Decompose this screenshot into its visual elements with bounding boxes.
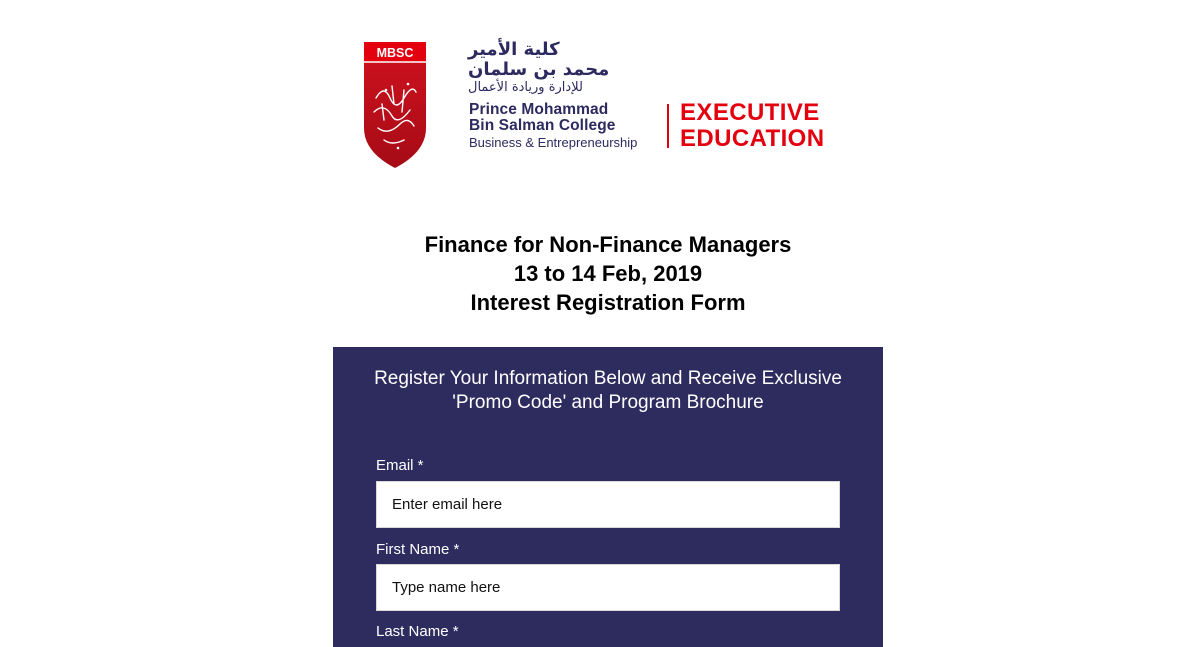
program-dates: 13 to 14 Feb, 2019	[513, 261, 703, 286]
program-name: Finance for Non-Finance Managers	[424, 232, 792, 257]
page-title	[333, 230, 883, 317]
first-name-label: First Name *	[376, 541, 460, 558]
english-college-name	[469, 102, 637, 151]
mbsc-shield-icon	[362, 40, 428, 170]
english-name-line3: Business & Entrepreneurship	[469, 135, 638, 150]
tagline-line1: EXECUTIVE	[680, 99, 820, 126]
arabic-name-line2: محمد بن سلمان	[468, 59, 610, 80]
mbsc-logo	[362, 40, 852, 172]
arabic-name-line3: للإدارة وريادة الأعمال	[468, 80, 583, 95]
email-field[interactable]	[376, 481, 840, 528]
tagline-line2: EDUCATION	[680, 125, 825, 152]
badge-text: MBSC	[376, 46, 414, 60]
last-name-label: Last Name *	[376, 623, 459, 640]
arabic-college-name	[468, 40, 658, 96]
registration-form	[333, 347, 883, 647]
english-name-line1: Prince Mohammad	[469, 101, 609, 118]
form-intro	[333, 367, 883, 415]
first-name-field[interactable]	[376, 564, 840, 611]
arabic-name-line1: كلية الأمير	[468, 39, 560, 60]
form-intro-line2: 'Promo Code' and Program Brochure	[452, 392, 764, 413]
email-label: Email *	[376, 457, 424, 474]
form-intro-line1: Register Your Information Below and Receive Exclusive	[374, 368, 842, 389]
form-title: Interest Registration Form	[470, 290, 746, 315]
english-name-line2: Bin Salman College	[469, 117, 616, 134]
executive-education-tagline	[680, 100, 824, 152]
logo-divider	[667, 104, 669, 148]
